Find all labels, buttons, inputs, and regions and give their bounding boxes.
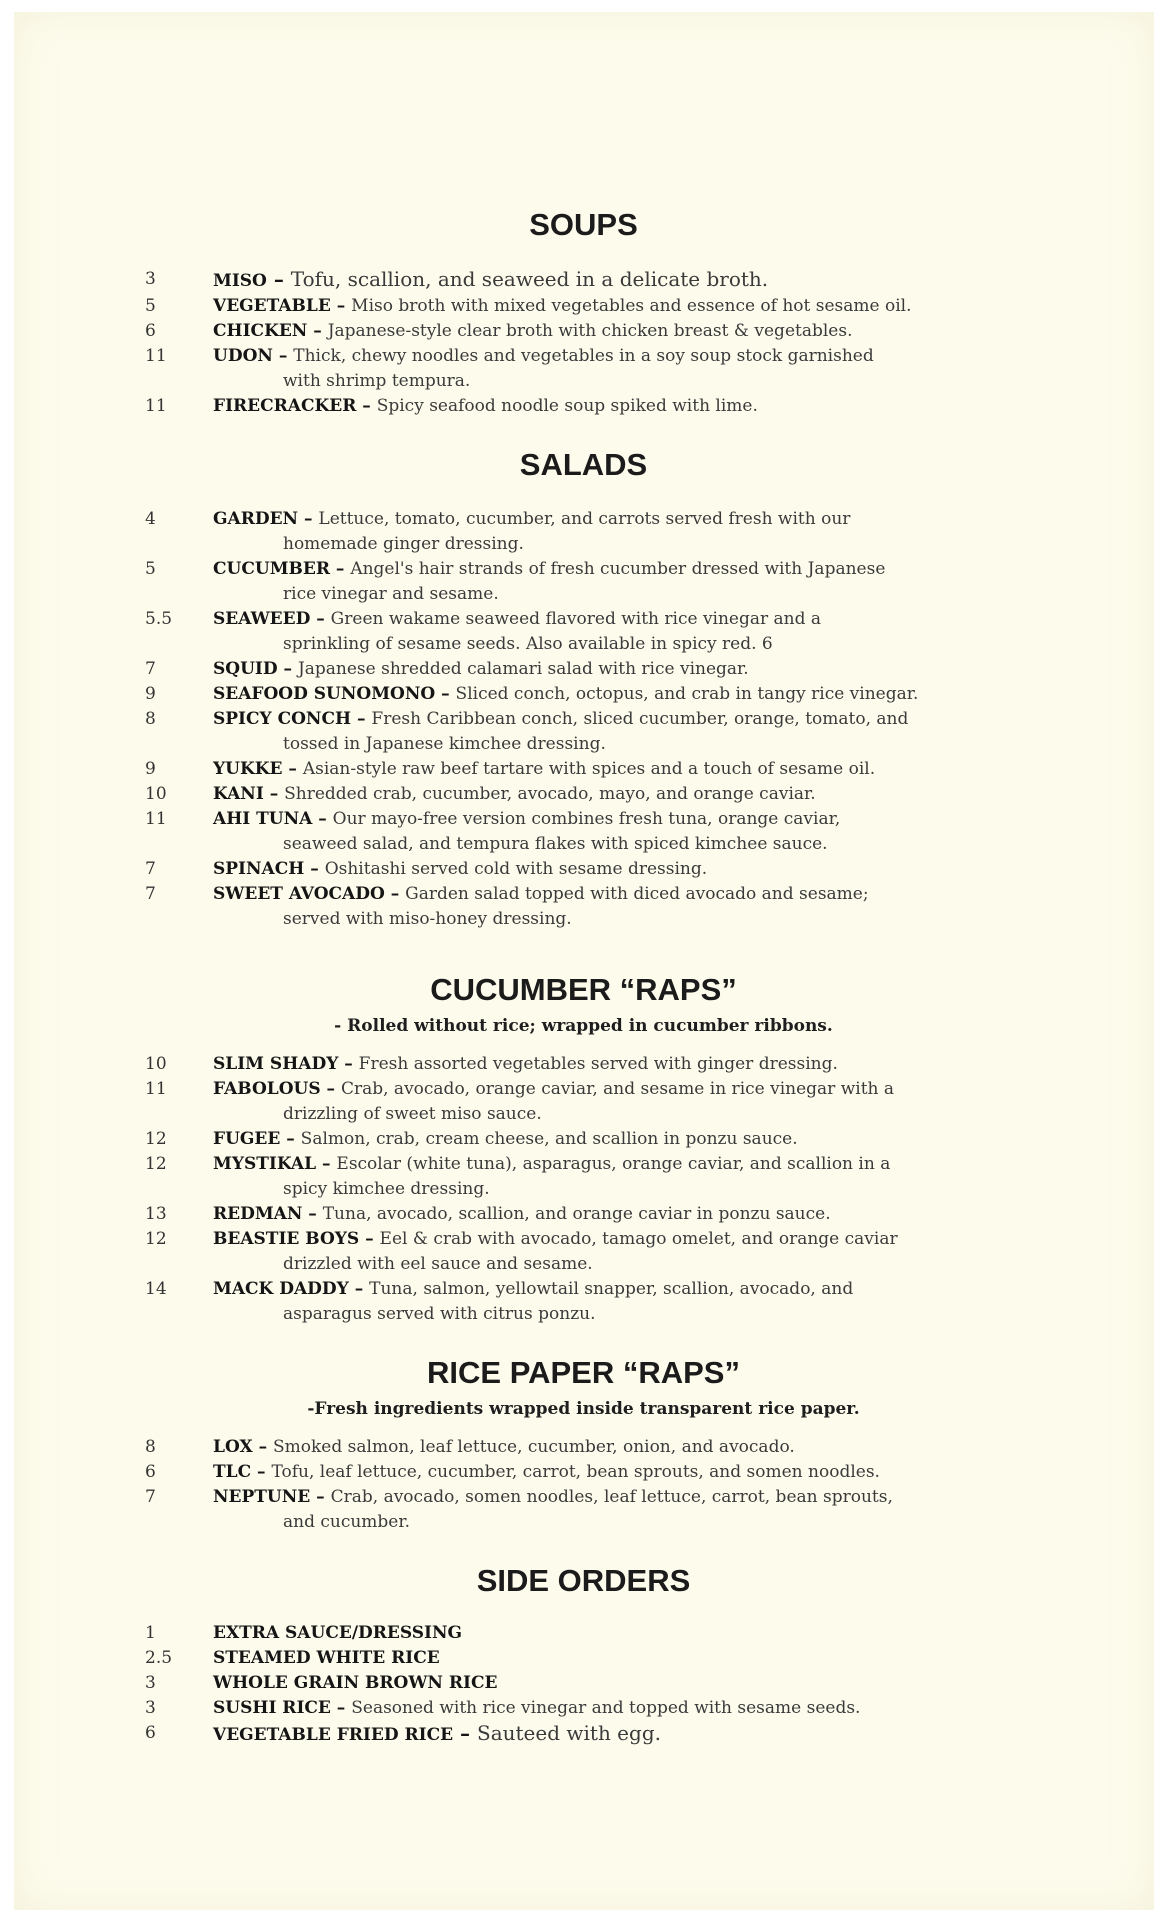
menu-item — [0, 1227, 1167, 1277]
item-price: 3 — [145, 1673, 156, 1693]
menu-item-list — [0, 1052, 1167, 1327]
section-salads — [0, 445, 1167, 932]
item-separator: – — [266, 267, 291, 291]
menu-item — [0, 882, 1167, 932]
item-price: 1 — [145, 1623, 156, 1643]
item-description: Angel's hair strands of fresh cucumber dressed with Japanese — [350, 559, 886, 579]
menu-item — [0, 1435, 1167, 1460]
item-price: 12 — [145, 1229, 167, 1249]
menu-item-list — [0, 1621, 1167, 1748]
item-description: Crab, avocado, somen noodles, leaf lettuce, carrot, bean sprouts, — [330, 1487, 893, 1507]
item-name: GARDEN — [213, 509, 299, 529]
item-price: 7 — [145, 1487, 156, 1507]
item-name: EXTRA SAUCE/DRESSING — [213, 1623, 463, 1643]
item-separator: – — [251, 1462, 272, 1482]
item-price: 10 — [145, 1054, 167, 1074]
menu-item — [0, 857, 1167, 882]
menu-item — [0, 707, 1167, 757]
section-subtitle: -Fresh ingredients wrapped inside transparent rice paper. — [307, 1399, 860, 1419]
menu-item — [0, 607, 1167, 657]
item-entry — [213, 1721, 1067, 1748]
section-title: SIDE ORDERS — [476, 1563, 691, 1598]
item-price: 8 — [145, 709, 156, 729]
item-separator: – — [338, 1054, 359, 1074]
item-name: BEASTIE BOYS — [213, 1229, 360, 1249]
menu-item — [0, 557, 1167, 607]
item-separator: – — [330, 296, 352, 316]
menu-item — [0, 319, 1167, 344]
item-price: 5 — [145, 296, 156, 316]
item-description: Fresh Caribbean conch, sliced cucumber, orange, tomato, and — [371, 709, 909, 729]
item-price: 7 — [145, 859, 156, 879]
item-description: Eel & crab with avocado, tamago omelet, and orange caviar — [379, 1229, 898, 1249]
menu-item — [0, 294, 1167, 319]
item-entry — [213, 757, 1067, 782]
menu-item — [0, 657, 1167, 682]
item-name: CHICKEN — [213, 321, 308, 341]
item-entry — [213, 507, 1067, 557]
menu-item — [0, 344, 1167, 394]
item-description-continued: and cucumber. — [283, 1512, 411, 1532]
item-entry — [213, 1671, 1067, 1696]
item-description-continued: asparagus served with citrus ponzu. — [283, 1304, 596, 1324]
item-description: Crab, avocado, orange caviar, and sesame in rice vinegar with a — [340, 1079, 895, 1099]
section-rice-paper-raps — [0, 1353, 1167, 1535]
menu-item — [0, 807, 1167, 857]
item-name: MACK DADDY — [213, 1279, 349, 1299]
item-description: Smoked salmon, leaf lettuce, cucumber, onion, and avocado. — [273, 1437, 795, 1457]
item-price: 7 — [145, 659, 156, 679]
item-separator: – — [359, 1229, 380, 1249]
item-price: 7 — [145, 884, 156, 904]
item-description: Our mayo-free version combines fresh tuna, orange caviar, — [332, 809, 841, 829]
item-price: 10 — [145, 784, 167, 804]
menu-item — [0, 1646, 1167, 1671]
item-description: Tuna, salmon, yellowtail snapper, scallion, avocado, and — [369, 1279, 854, 1299]
section-side-orders — [0, 1561, 1167, 1748]
item-name: STEAMED WHITE RICE — [213, 1648, 440, 1668]
item-description-continued: tossed in Japanese kimchee dressing. — [283, 734, 606, 754]
item-name: MYSTIKAL — [213, 1154, 317, 1174]
item-entry — [213, 882, 1067, 932]
item-separator: – — [312, 809, 333, 829]
item-description-continued: homemade ginger dressing. — [283, 534, 524, 554]
item-entry — [213, 607, 1067, 657]
item-price: 6 — [145, 1462, 156, 1482]
item-entry — [213, 782, 1067, 807]
item-separator: – — [329, 559, 351, 579]
item-price: 13 — [145, 1204, 167, 1224]
item-name: REDMAN — [213, 1204, 303, 1224]
item-description: Tofu, scallion, and seaweed in a delicate broth. — [290, 267, 769, 291]
item-description-continued: seaweed salad, and tempura flakes with spiced kimchee sauce. — [283, 834, 828, 854]
item-name: SPINACH — [213, 859, 305, 879]
item-description: Japanese shredded calamari salad with rice vinegar. — [297, 659, 749, 679]
item-name: FUGEE — [213, 1129, 281, 1149]
item-price: 14 — [145, 1279, 167, 1299]
item-price: 5.5 — [145, 609, 173, 629]
item-name: SEAFOOD SUNOMONO — [213, 684, 436, 704]
section-subtitle: - Rolled without rice; wrapped in cucumber ribbons. — [334, 1016, 833, 1036]
item-separator: – — [263, 784, 285, 804]
item-entry — [213, 344, 1067, 394]
item-name: SQUID — [213, 659, 278, 679]
item-description: Fresh assorted vegetables served with ginger dressing. — [358, 1054, 838, 1074]
item-price: 9 — [145, 684, 156, 704]
item-description: Lettuce, tomato, cucumber, and carrots served fresh with our — [318, 509, 851, 529]
menu-item — [0, 782, 1167, 807]
item-entry — [213, 657, 1067, 682]
item-name: FIRECRACKER — [213, 396, 357, 416]
item-separator: – — [384, 884, 406, 904]
section-title: CUCUMBER “RAPS” — [430, 972, 737, 1007]
item-separator: – — [298, 509, 319, 529]
item-separator: – — [307, 321, 328, 341]
menu-item — [0, 1671, 1167, 1696]
item-price: 12 — [145, 1129, 167, 1149]
item-name: VEGETABLE — [213, 296, 331, 316]
item-description: Japanese-style clear broth with chicken breast & vegetables. — [327, 321, 853, 341]
menu-item — [0, 394, 1167, 419]
item-description: Spicy seafood noodle soup spiked with lime. — [376, 396, 758, 416]
item-description-continued: with shrimp tempura. — [283, 371, 471, 391]
section-soups — [0, 205, 1167, 419]
item-price: 6 — [145, 1723, 156, 1743]
item-price: 11 — [145, 396, 167, 416]
item-entry — [213, 1227, 1067, 1277]
item-separator: – — [320, 1079, 341, 1099]
item-price: 9 — [145, 759, 156, 779]
item-entry — [213, 1435, 1067, 1460]
item-description-continued: drizzled with eel sauce and sesame. — [283, 1254, 593, 1274]
item-description: Miso broth with mixed vegetables and essence of hot sesame oil. — [351, 296, 912, 316]
item-entry — [213, 1152, 1067, 1202]
item-price: 6 — [145, 321, 156, 341]
item-description: Thick, chewy noodles and vegetables in a soy soup stock garnished — [293, 346, 874, 366]
item-entry — [213, 1277, 1067, 1327]
item-name: LOX — [213, 1437, 253, 1457]
item-price: 11 — [145, 809, 167, 829]
item-entry — [213, 1696, 1067, 1721]
item-separator: – — [310, 1487, 331, 1507]
item-name: VEGETABLE FRIED RICE — [213, 1725, 454, 1745]
menu-item — [0, 1621, 1167, 1646]
item-entry — [213, 557, 1067, 607]
item-name: AHI TUNA — [213, 809, 313, 829]
menu-item-list — [0, 1435, 1167, 1535]
item-separator: – — [302, 1204, 323, 1224]
item-separator: – — [310, 609, 331, 629]
item-price: 8 — [145, 1437, 156, 1457]
item-separator: – — [316, 1154, 337, 1174]
item-name: WHOLE GRAIN BROWN RICE — [213, 1673, 498, 1693]
item-separator: – — [280, 1129, 301, 1149]
item-separator: – — [272, 346, 294, 366]
menu-item — [0, 1485, 1167, 1535]
item-entry — [213, 319, 1067, 344]
item-description-continued: spicy kimchee dressing. — [283, 1179, 490, 1199]
menu-item — [0, 1077, 1167, 1127]
item-description-continued: rice vinegar and sesame. — [283, 584, 499, 604]
item-name: CUCUMBER — [213, 559, 330, 579]
item-description: Tuna, avocado, scallion, and orange caviar in ponzu sauce. — [322, 1204, 831, 1224]
item-description: Seasoned with rice vinegar and topped with sesame seeds. — [351, 1698, 861, 1718]
menu-item — [0, 1721, 1167, 1748]
item-description: Oshitashi served cold with sesame dressing. — [324, 859, 708, 879]
item-entry — [213, 1127, 1067, 1152]
item-name: SPICY CONCH — [213, 709, 352, 729]
item-entry — [213, 707, 1067, 757]
item-separator: – — [277, 659, 298, 679]
menu-item — [0, 507, 1167, 557]
item-entry — [213, 294, 1067, 319]
menu-item-list — [0, 267, 1167, 419]
menu-item — [0, 267, 1167, 294]
item-separator: – — [282, 759, 303, 779]
section-title: SOUPS — [529, 207, 638, 242]
menu-item — [0, 1696, 1167, 1721]
item-separator: – — [348, 1279, 370, 1299]
item-description-continued: served with miso-honey dressing. — [283, 909, 572, 929]
item-description: Escolar (white tuna), asparagus, orange caviar, and scallion in a — [336, 1154, 891, 1174]
item-description-continued: drizzling of sweet miso sauce. — [283, 1104, 542, 1124]
item-separator: – — [304, 859, 325, 879]
item-entry — [213, 1202, 1067, 1227]
menu-item-list — [0, 507, 1167, 932]
item-entry — [213, 1485, 1067, 1535]
item-price: 11 — [145, 346, 167, 366]
item-price: 3 — [145, 1698, 156, 1718]
item-description: Shredded crab, cucumber, avocado, mayo, and orange caviar. — [284, 784, 816, 804]
item-description: Sliced conch, octopus, and crab in tangy rice vinegar. — [455, 684, 919, 704]
menu-item — [0, 682, 1167, 707]
item-description: Green wakame seaweed flavored with rice vinegar and a — [330, 609, 822, 629]
section-title: SALADS — [519, 447, 648, 482]
item-entry — [213, 807, 1067, 857]
item-description: Tofu, leaf lettuce, cucumber, carrot, bean sprouts, and somen noodles. — [271, 1462, 880, 1482]
item-separator: – — [356, 396, 377, 416]
item-price: 4 — [145, 509, 156, 529]
item-entry — [213, 1052, 1067, 1077]
item-name: NEPTUNE — [213, 1487, 311, 1507]
item-price: 12 — [145, 1154, 167, 1174]
item-name: TLC — [213, 1462, 252, 1482]
item-name: FABOLOUS — [213, 1079, 321, 1099]
item-price: 3 — [145, 269, 156, 289]
item-separator: – — [435, 684, 456, 704]
item-entry — [213, 1077, 1067, 1127]
item-name: YUKKE — [213, 759, 283, 779]
item-price: 11 — [145, 1079, 167, 1099]
item-description: Sauteed with egg. — [477, 1721, 661, 1745]
item-entry — [213, 857, 1067, 882]
item-separator: – — [330, 1698, 352, 1718]
item-separator: – — [453, 1721, 478, 1745]
item-name: SLIM SHADY — [213, 1054, 339, 1074]
item-entry — [213, 682, 1067, 707]
item-price: 5 — [145, 559, 156, 579]
item-description: Salmon, crab, cream cheese, and scallion in ponzu sauce. — [300, 1129, 798, 1149]
item-name: UDON — [213, 346, 273, 366]
section-title: RICE PAPER “RAPS” — [427, 1355, 740, 1390]
menu-item — [0, 1152, 1167, 1202]
item-price: 2.5 — [145, 1648, 173, 1668]
item-entry — [213, 1621, 1067, 1646]
section-cucumber-raps — [0, 970, 1167, 1327]
item-description: Garden salad topped with diced avocado and sesame; — [405, 884, 869, 904]
menu-item — [0, 1052, 1167, 1077]
item-name: SWEET AVOCADO — [213, 884, 385, 904]
item-entry — [213, 394, 1067, 419]
item-entry — [213, 267, 1067, 294]
menu-item — [0, 1202, 1167, 1227]
item-name: KANI — [213, 784, 264, 804]
item-separator: – — [351, 709, 372, 729]
menu-item — [0, 757, 1167, 782]
item-name: MISO — [213, 271, 267, 291]
item-description: Asian-style raw beef tartare with spices and a touch of sesame oil. — [302, 759, 876, 779]
item-description-continued: sprinkling of sesame seeds. Also available in spicy red. 6 — [283, 634, 773, 654]
item-separator: – — [252, 1437, 273, 1457]
menu-item — [0, 1277, 1167, 1327]
item-entry — [213, 1646, 1067, 1671]
menu-item — [0, 1127, 1167, 1152]
item-name: SEAWEED — [213, 609, 311, 629]
item-name: SUSHI RICE — [213, 1698, 331, 1718]
menu-item — [0, 1460, 1167, 1485]
item-entry — [213, 1460, 1067, 1485]
menu-content — [0, 205, 1167, 1748]
